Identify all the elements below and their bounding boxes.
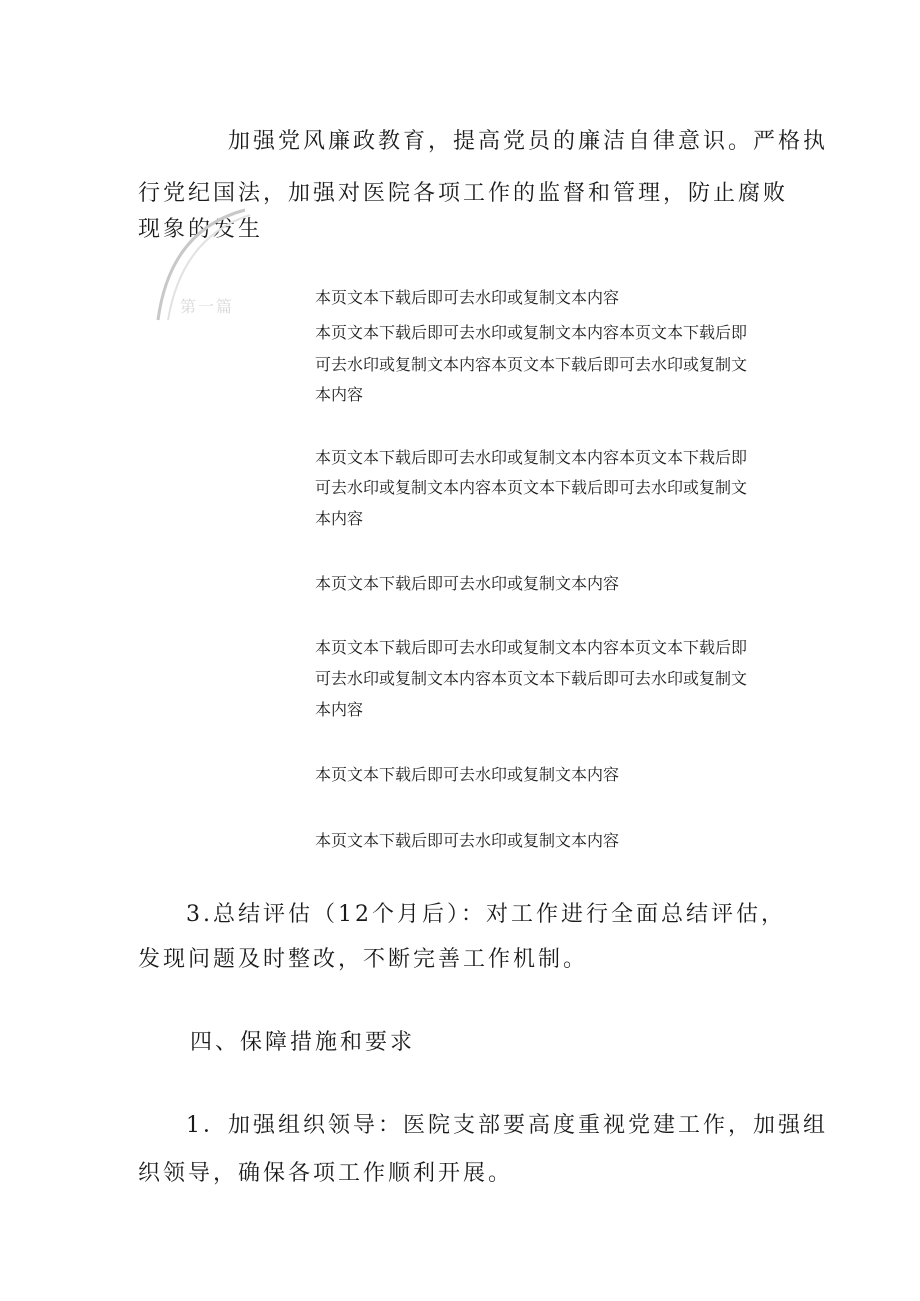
watermark-p2-line-2: 可去水印或复制文本内容本页文本下载后即可去水印或复制文 [315, 355, 748, 374]
section-3-line-2: 发现问题及时整改，不断完善工作机制。 [138, 947, 589, 972]
watermark-p7-line-1: 本页文本下载后即可去水印或复制文本内容 [315, 831, 620, 850]
faint-mark: 第一篇 [180, 297, 235, 316]
intro-line-1: 加强党风廉政教育，提高党员的廉洁自律意识。严格执 [228, 129, 829, 154]
section-3-line-1: 3.总结评估（12个月后）：对工作进行全面总结评估， [186, 902, 786, 927]
watermark-p3-line-2: 可去水印或复制文本内容本页文本下载后即可去水印或复制文 [315, 478, 748, 497]
watermark-p2-line-1: 本页文本下载后即可去水印或复制文本内容本页文本下载后即 [315, 323, 748, 342]
watermark-p6-line-1: 本页文本下载后即可去水印或复制文本内容 [315, 765, 620, 784]
intro-line-3: 现象的发生 [138, 217, 264, 242]
intro-line-2: 行党纪国法，加强对医院各项工作的监督和管理，防止腐败 [138, 181, 789, 206]
watermark-p3-line-3: 本内容 [315, 509, 364, 528]
watermark-p5-line-1: 本页文本下载后即可去水印或复制文本内容本页文本下载后即 [315, 638, 748, 657]
section-4-item-1-line-2: 织领导，确保各项工作顺利开展。 [138, 1161, 514, 1186]
section-4-item-1-line-1: 1．加强组织领导：医院支部要高度重视党建工作，加强组 [186, 1113, 828, 1138]
watermark-p4-line-1: 本页文本下载后即可去水印或复制文本内容 [315, 574, 620, 593]
watermark-p2-line-3: 本内容 [315, 385, 364, 404]
watermark-p1-line-1: 本页文本下载后即可去水印或复制文本内容 [315, 288, 620, 307]
watermark-p3-line-1: 本页文本下载后即可去水印或复制文本内容本页文本下栽后即 [315, 448, 748, 467]
watermark-p5-line-2: 可去水印或复制文本内容本页文本下载后即可去水印或复制文 [315, 669, 748, 688]
watermark-p5-line-3: 本内容 [315, 700, 364, 719]
section-4-heading: 四、保障措施和要求 [190, 1030, 416, 1055]
